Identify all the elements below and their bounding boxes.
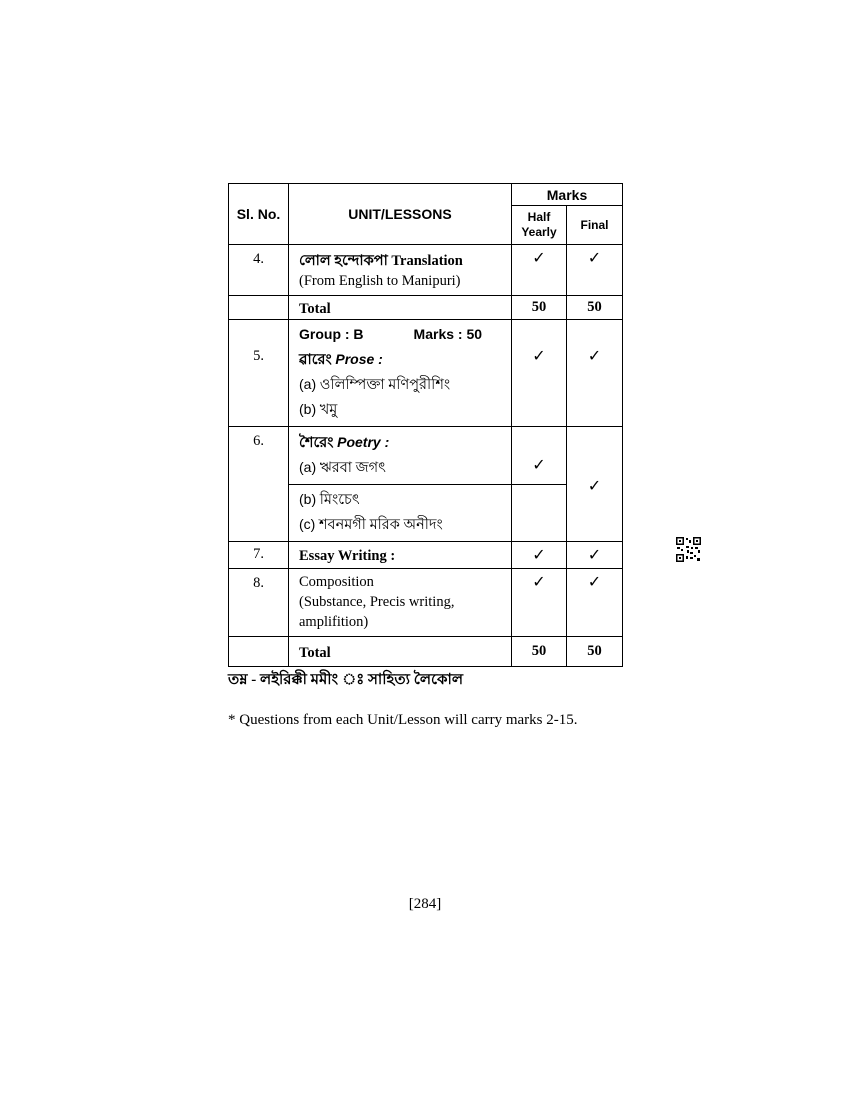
total-row-2-final: 50 (567, 637, 623, 667)
row-6b-half-empty (512, 485, 567, 542)
total-row-2-half: 50 (512, 637, 567, 667)
syllabus-table (228, 183, 623, 667)
row-4-content (289, 245, 512, 296)
row-5-group: Group : B (299, 326, 364, 342)
total-row-2-sl (229, 637, 289, 667)
header-marks: Marks (512, 184, 623, 206)
note-questions: * Questions from each Unit/Lesson will carry marks 2-15. (228, 712, 578, 728)
header-sl-no: Sl. No. (229, 184, 289, 245)
total-row-1-label: Total (289, 296, 512, 320)
row-8-line3: amplifition) (299, 614, 369, 630)
header-final: Final (567, 206, 623, 245)
row-5-prose-en: Prose : (335, 351, 383, 367)
header-half-yearly (512, 206, 567, 245)
row-4-title-en: Translation (391, 253, 463, 269)
row-6-item-a: ঋরবা জগৎ (319, 460, 386, 476)
row-8 (229, 569, 623, 637)
total-row-1-sl (229, 296, 289, 320)
row-5-item-b-label: (b) (299, 401, 317, 417)
row-6-final-tick: ✓ (567, 427, 623, 542)
total-row-1-half: 50 (512, 296, 567, 320)
row-5-half-tick: ✓ (512, 320, 567, 427)
row-4-final-tick: ✓ (567, 245, 623, 296)
header-row (229, 184, 623, 206)
row-6a (229, 427, 623, 485)
row-7-final-tick: ✓ (567, 542, 623, 569)
row-4 (229, 245, 623, 296)
row-5-sl: 5. (229, 320, 289, 427)
row-7-title: Essay Writing : (289, 542, 512, 569)
row-6-poetry-beng: শৈরেং (299, 435, 334, 451)
row-8-line2: (Substance, Precis writing, (299, 594, 455, 610)
row-6b (229, 485, 623, 542)
row-6a-half-tick: ✓ (512, 427, 567, 485)
total-row-2 (229, 637, 623, 667)
page-number: [284] (408, 896, 442, 912)
header-half-yearly-line2: Yearly (521, 225, 557, 239)
row-6-item-c-label: (c) (299, 516, 316, 532)
row-6-poetry-en: Poetry : (337, 434, 390, 450)
row-5-content (289, 320, 512, 427)
note-bengali: তম্ন - লইরিক্কী মমীং ঃ সাহিত্য লৈকোল (228, 672, 464, 688)
total-row-1-final: 50 (567, 296, 623, 320)
row-6-item-c: শবনমগী মরিক অনীদং (318, 517, 443, 533)
row-5-prose-beng: ৱারেং (299, 352, 332, 368)
row-6-item-b: মিংচেৎ (319, 492, 360, 508)
row-7-sl: 7. (229, 542, 289, 569)
row-8-line1: Composition (299, 574, 374, 590)
row-8-content (289, 569, 512, 637)
row-6-item-b-label: (b) (299, 491, 317, 507)
row-6b-content (289, 485, 512, 542)
row-5-final-tick: ✓ (567, 320, 623, 427)
row-5-item-b: খমু (319, 402, 338, 418)
total-row-1 (229, 296, 623, 320)
row-6a-content (289, 427, 512, 485)
row-6-item-a-label: (a) (299, 459, 317, 475)
row-8-final-tick: ✓ (567, 569, 623, 637)
row-5-item-a-label: (a) (299, 376, 317, 392)
row-5-group-marks: Marks : 50 (413, 326, 483, 342)
total-row-2-label: Total (289, 637, 512, 667)
row-8-sl: 8. (229, 569, 289, 637)
row-7-half-tick: ✓ (512, 542, 567, 569)
row-8-half-tick: ✓ (512, 569, 567, 637)
qr-code-icon (676, 537, 701, 562)
row-4-title-beng: লোল হন্দোকপা (299, 253, 388, 269)
header-unit-lessons: UNIT/LESSONS (289, 184, 512, 245)
row-4-sub: (From English to Manipuri) (299, 273, 461, 289)
row-4-half-tick: ✓ (512, 245, 567, 296)
row-5-item-a: ওলিম্পিক্তা মণিপুরীশিং (319, 377, 451, 393)
row-7 (229, 542, 623, 569)
row-5 (229, 320, 623, 427)
header-half-yearly-line1: Half (527, 210, 551, 224)
row-4-sl: 4. (229, 245, 289, 296)
row-6-sl: 6. (229, 427, 289, 542)
